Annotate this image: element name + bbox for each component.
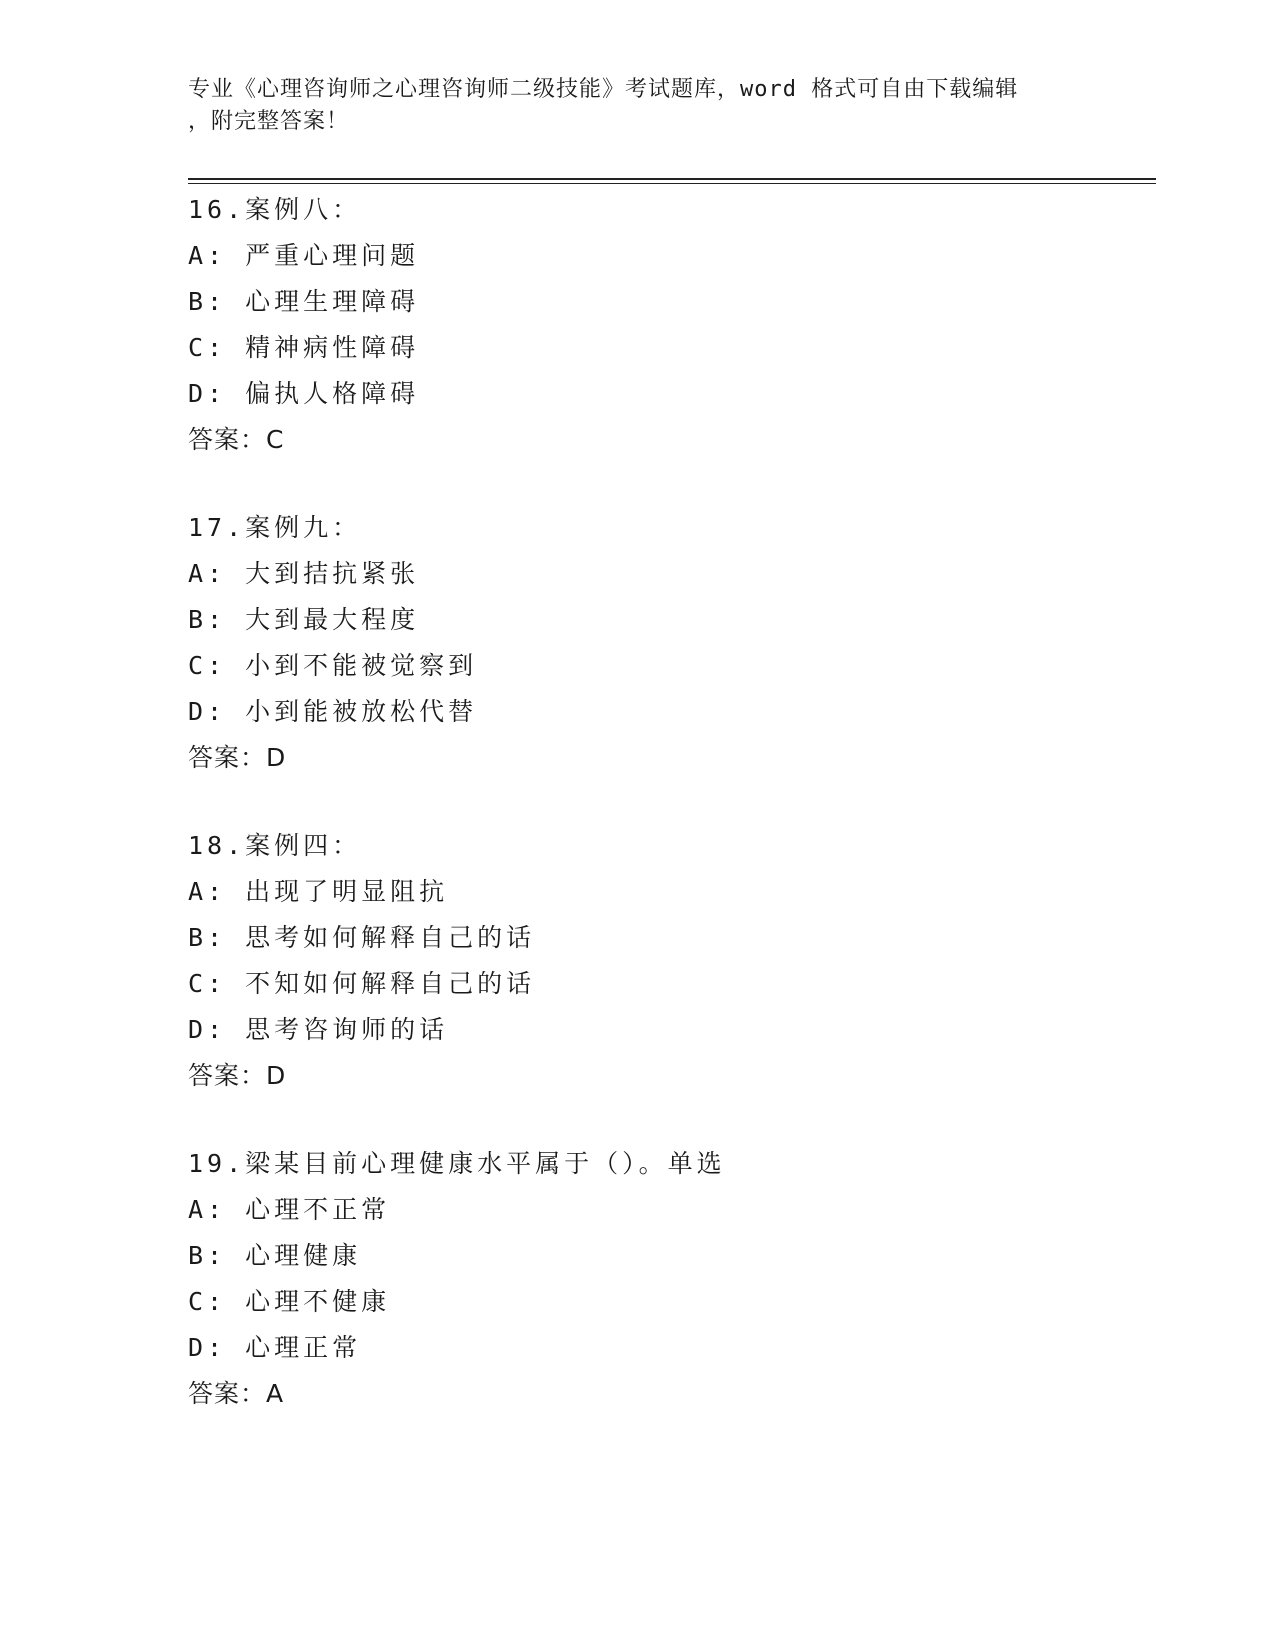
header-divider-thin bbox=[188, 183, 1156, 184]
question-17 bbox=[188, 505, 1088, 781]
answer-text: 答案：A bbox=[188, 1379, 285, 1408]
option-c: C: 精神病性障碍 bbox=[188, 333, 420, 362]
option-c: C: 小到不能被觉察到 bbox=[188, 651, 478, 680]
question-stem: 16.案例八： bbox=[188, 195, 362, 224]
option-b: B: 心理健康 bbox=[188, 1241, 362, 1270]
option-a: A: 心理不正常 bbox=[188, 1195, 391, 1224]
question-stem: 19.梁某目前心理健康水平属于（）。单选 bbox=[188, 1149, 726, 1178]
answer-text: 答案：D bbox=[188, 743, 287, 772]
question-18 bbox=[188, 823, 1088, 1099]
question-19 bbox=[188, 1141, 1088, 1417]
question-stem: 17.案例九： bbox=[188, 513, 362, 542]
question-16 bbox=[188, 187, 1088, 463]
option-d: D: 思考咨询师的话 bbox=[188, 1015, 449, 1044]
option-c: C: 不知如何解释自己的话 bbox=[188, 969, 536, 998]
answer-text: 答案：C bbox=[188, 425, 285, 454]
option-b: B: 大到最大程度 bbox=[188, 605, 420, 634]
option-a: A: 严重心理问题 bbox=[188, 241, 420, 270]
document-header bbox=[188, 74, 1068, 138]
option-d: D: 偏执人格障碍 bbox=[188, 379, 420, 408]
header-line-2: ，附完整答案！ bbox=[188, 109, 350, 134]
option-d: D: 小到能被放松代替 bbox=[188, 697, 478, 726]
question-stem: 18.案例四： bbox=[188, 831, 362, 860]
option-c: C: 心理不健康 bbox=[188, 1287, 391, 1316]
option-a: A: 大到拮抗紧张 bbox=[188, 559, 420, 588]
header-line-1: 专业《心理咨询师之心理咨询师二级技能》考试题库，word 格式可自由下载编辑 bbox=[188, 77, 1019, 102]
header-divider-thick bbox=[188, 178, 1156, 180]
answer-text: 答案：D bbox=[188, 1061, 287, 1090]
option-d: D: 心理正常 bbox=[188, 1333, 362, 1362]
option-a: A: 出现了明显阻抗 bbox=[188, 877, 449, 906]
option-b: B: 心理生理障碍 bbox=[188, 287, 420, 316]
option-b: B: 思考如何解释自己的话 bbox=[188, 923, 536, 952]
